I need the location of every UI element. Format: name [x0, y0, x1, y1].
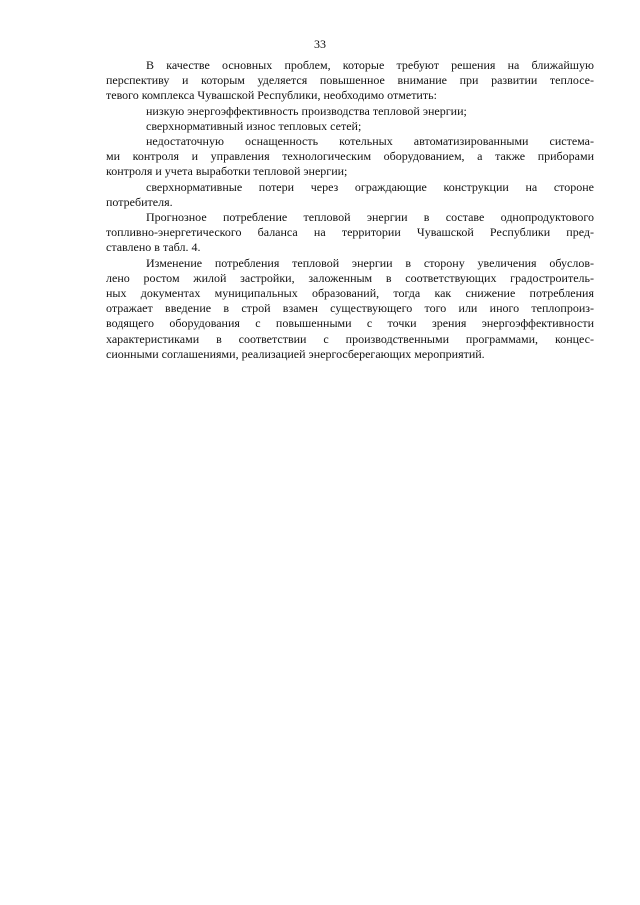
- page-number: 33: [314, 37, 326, 51]
- text-line: перспективу и которым уделяется повышенное внимание при развитии теплосе-: [106, 73, 594, 88]
- text-line: отражает введение в строй взамен существующего того или иного теплопроиз-: [106, 301, 594, 316]
- text-line: тевого комплекса Чувашской Республики, необходимо отметить:: [106, 88, 437, 103]
- text-line: водящего оборудования с повышенными с точки зрения энергоэффективности: [106, 316, 594, 331]
- paragraph-problem-network-wear: [106, 119, 594, 134]
- text-line: характеристиками в соответствии с производственными программами, концес-: [106, 331, 594, 346]
- text-line: контроля и учета выработки тепловой энергии;: [106, 164, 348, 179]
- text-line: потребителя.: [106, 194, 173, 209]
- text-line: сверхнормативные потери через ограждающие конструкции на стороне: [146, 179, 594, 194]
- text-line: сионными соглашениями, реализацией энергосберегающих мероприятий.: [106, 346, 485, 361]
- text-line: лено ростом жилой застройки, заложенным в соответствующих градостроитель-: [106, 270, 594, 285]
- text-line: ных документах муниципальных образований, тогда как снижение потребления: [106, 286, 594, 301]
- text-line: Изменение потребления тепловой энергии в сторону увеличения обуслов-: [146, 255, 594, 270]
- text-line: топливно-энергетического баланса на территории Чувашской Республики пред-: [106, 225, 594, 240]
- paragraph-forecast-consumption: [106, 210, 594, 256]
- paragraph-consumption-change: [106, 256, 594, 362]
- paragraph-problem-low-efficiency: [106, 104, 594, 119]
- text-line: В качестве основных проблем, которые требуют решения на ближайшую: [146, 58, 594, 72]
- paragraph-problem-automation: [106, 134, 594, 180]
- text-line: ставлено в табл. 4.: [106, 240, 201, 255]
- text-line: низкую энергоэффективность производства тепловой энергии;: [146, 103, 467, 118]
- paragraph-problems-intro: [106, 58, 594, 104]
- document-body: [106, 58, 594, 362]
- paragraph-problem-consumer-losses: [106, 180, 594, 210]
- text-line: сверхнормативный износ тепловых сетей;: [146, 118, 362, 133]
- text-line: ми контроля и управления технологическим оборудованием, а также приборами: [106, 149, 594, 164]
- text-line: недостаточную оснащенность котельных автоматизированными система-: [146, 134, 594, 149]
- text-line: Прогнозное потребление тепловой энергии в составе однопродуктового: [146, 210, 594, 225]
